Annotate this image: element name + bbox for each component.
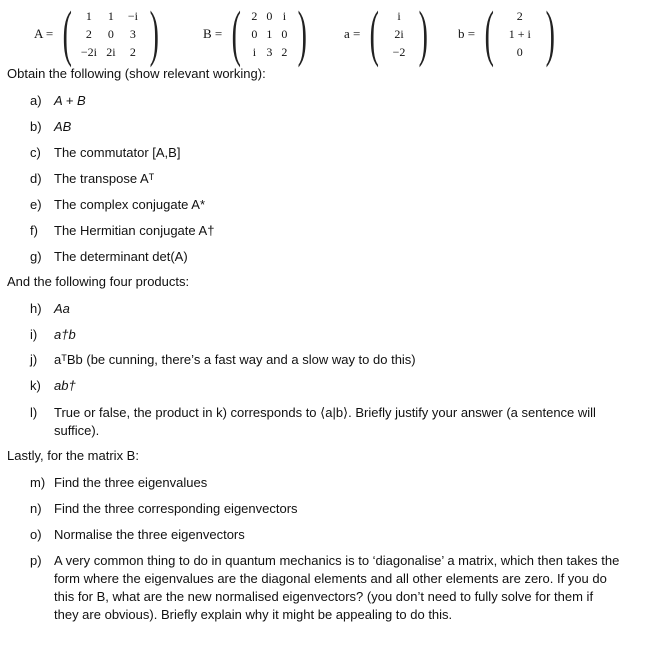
matrix-entry: 2 [251, 9, 258, 23]
item-label: n) [30, 501, 42, 516]
item-label: g) [30, 249, 42, 264]
matrix-B [203, 0, 313, 68]
item-text: A very common thing to do in quantum mechanics is to ‘diagonalise’ a matrix, which then takes the form where the eigenvalues are the diagonal elements and all other elements are zero. If you do this for B, what are the new normalised eigenvectors? (you don’t need to fully solve for them if they are obvious). Briefly explain why it might be appealing to do this. [54, 553, 620, 622]
item-label: j) [30, 352, 38, 367]
section-heading-obtain: Obtain the following (show relevant working): [7, 66, 266, 81]
matrix-entry: 2 [85, 27, 92, 41]
item-text: Aa [54, 301, 70, 316]
matrix-definitions [0, 0, 652, 66]
item-text: ab† [54, 378, 76, 393]
item-label: m) [30, 475, 46, 490]
item-label: o) [30, 527, 42, 542]
right-paren: ) [149, 0, 159, 68]
matrix-entry: 2i [106, 45, 116, 59]
matrix-entry: −2i [80, 45, 97, 59]
matrix-entry: i [282, 9, 287, 23]
matrix-entry: 0 [251, 27, 258, 41]
vector-b [458, 0, 560, 68]
item-text: The Hermitian conjugate A† [54, 223, 215, 238]
section-heading-matrix-b: Lastly, for the matrix B: [7, 448, 139, 463]
item-text: a†b [54, 327, 76, 342]
item-text: The commutator [A,B] [54, 145, 181, 160]
item-text: Normalise the three eigenvectors [54, 527, 245, 542]
vector-a [344, 0, 434, 68]
matrix-entry: i [252, 45, 257, 59]
item-label: p) [30, 553, 42, 568]
vector-entry: 2 [516, 9, 523, 23]
matrix-entry: 0 [107, 27, 114, 41]
vector-a-entries [385, 7, 413, 61]
matrix-A-entries [78, 7, 144, 61]
matrix-entry: 2 [129, 45, 136, 59]
matrix-entry: 1 [107, 9, 114, 23]
item-label: a) [30, 93, 42, 108]
item-text: Find the three corresponding eigenvectors [54, 501, 298, 516]
matrix-B-label: B = [203, 26, 223, 41]
matrix-B-entries [247, 7, 292, 61]
item-text: AB [54, 119, 72, 134]
matrix-entry: 1 [85, 9, 92, 23]
item-label: d) [30, 171, 42, 186]
left-paren: ( [231, 0, 242, 68]
section-heading-products: And the following four products: [7, 274, 190, 289]
item-text: The transpose Aᵀ [54, 171, 155, 186]
matrix-entry: 0 [266, 9, 273, 23]
matrix-entry: 3 [266, 45, 273, 59]
right-paren: ) [418, 0, 428, 68]
matrix-A-label: A = [34, 26, 54, 41]
item-label: e) [30, 197, 42, 212]
item-label: f) [30, 223, 38, 238]
matrix-entry: 1 [266, 27, 273, 41]
item-label: b) [30, 119, 42, 134]
item-label: c) [30, 145, 41, 160]
matrix-A [34, 0, 165, 68]
vector-entry: 2i [394, 27, 404, 41]
left-paren: ( [484, 0, 495, 68]
item-text: A + B [54, 93, 86, 108]
item-text: The determinant det(A) [54, 249, 188, 264]
left-paren: ( [370, 0, 380, 68]
right-paren: ) [297, 0, 307, 68]
left-paren: ( [62, 0, 73, 68]
matrix-entry: 2 [281, 45, 288, 59]
vector-entry: 1 + i [508, 27, 531, 41]
matrix-entry: 3 [129, 27, 136, 41]
vector-entry: −2 [392, 45, 406, 59]
item-text: Find the three eigenvalues [54, 475, 208, 490]
vector-b-label: b = [458, 26, 476, 41]
matrix-entry: 0 [281, 27, 288, 41]
vector-b-entries [500, 7, 540, 61]
item-label: l) [30, 405, 38, 420]
right-paren: ) [545, 0, 555, 68]
matrix-entry: −i [127, 9, 138, 23]
item-label: k) [30, 378, 41, 393]
item-text: True or false, the product in k) corresponds to ⟨a|b⟩. Briefly justify your answer (a sentence will suffice). [54, 405, 596, 438]
vector-entry: 0 [516, 45, 523, 59]
item-label: h) [30, 301, 42, 316]
item-label: i) [30, 327, 38, 342]
item-text: The complex conjugate A* [54, 197, 206, 212]
vector-a-label: a = [344, 26, 361, 41]
vector-entry: i [397, 9, 401, 23]
item-text: aᵀBb (be cunning, there’s a fast way and a slow way to do this) [54, 352, 416, 367]
